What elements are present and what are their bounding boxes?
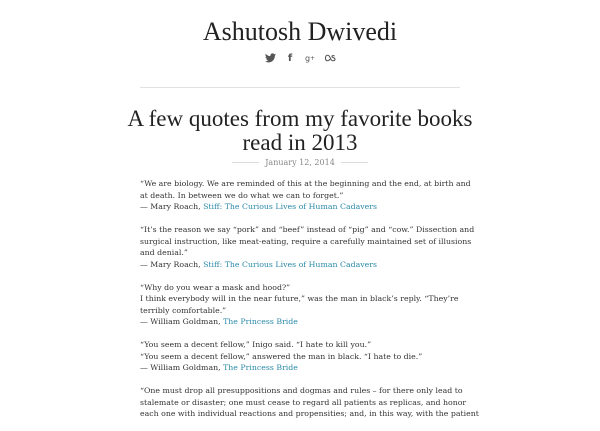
- book-link[interactable]: Stiff: The Curious Lives of Human Cadavers: [203, 259, 378, 269]
- quote-line: “One must drop all presuppositions and dogmas and rules – for there only lead to: [140, 386, 463, 395]
- quote-line: and denial.”: [140, 248, 188, 257]
- quote-block: [140, 282, 470, 328]
- quote-source: [140, 362, 470, 374]
- quote-author: — Mary Roach,: [140, 202, 204, 211]
- twitter-icon[interactable]: [264, 52, 276, 64]
- quote-line: surgical instruction, like meat-eating, require a carefully maintained set of illusions: [140, 236, 472, 246]
- quote-line: terribly comfortable.”: [140, 305, 227, 315]
- book-link[interactable]: Stiff: The Curious Lives of Human Cadavers: [203, 202, 378, 211]
- google-plus-icon[interactable]: g +: [304, 53, 316, 63]
- facebook-icon[interactable]: f: [287, 52, 293, 64]
- post-title-line1: A few quotes from my favorite books: [127, 106, 473, 131]
- quote-author: — Mary Roach,: [140, 259, 204, 269]
- post-date: January 12, 2014: [265, 157, 335, 167]
- quote-line: “You seem a decent fellow,” answered the man in black. “I hate to die.”: [140, 351, 423, 361]
- date-rule-right: [341, 162, 368, 163]
- date-rule-left: [232, 162, 259, 163]
- quote-author: — William Goldman,: [140, 317, 224, 326]
- quote-author: — William Goldman,: [140, 363, 224, 372]
- quote-line: I think everybody will in the near future,” was the man in black’s reply. “They’re: [140, 294, 459, 303]
- quote-line: “Why do you wear a mask and hood?”: [140, 282, 291, 292]
- post-content: [140, 178, 479, 431]
- site-title[interactable]: Ashutosh Dwivedi: [202, 17, 398, 46]
- quote-line: at death. In between we do what we can to forget.”: [140, 190, 344, 200]
- quote-block: [140, 178, 470, 213]
- social-links: [0, 52, 600, 64]
- book-link[interactable]: The Princess Bride: [223, 363, 298, 372]
- quote-line: “We are biology. We are reminded of this at the beginning and the end, at birth and: [140, 179, 471, 188]
- quote-source: [140, 201, 470, 213]
- post-title[interactable]: [100, 107, 500, 155]
- quote-block: [140, 224, 475, 270]
- quote-source: [140, 259, 470, 271]
- post-date-row: [232, 155, 368, 169]
- header-divider: [140, 87, 460, 88]
- lastfm-icon[interactable]: [324, 52, 336, 64]
- quote-line: each one with individual reactions and propensities; and, in this way, with the patient: [140, 409, 479, 418]
- quote-block: [140, 385, 479, 420]
- quote-line: “It’s the reason we say “pork” and “beef” instead of “pig” and “cow.” Dissection and: [140, 225, 475, 234]
- quote-line: “You seem a decent fellow,” Inigo said. “I hate to kill you.”: [140, 340, 372, 349]
- quote-source: [140, 316, 470, 328]
- quote-block: [140, 339, 470, 374]
- book-link[interactable]: The Princess Bride: [223, 317, 298, 326]
- quote-line: stalemate or disaster; one must cease to regard all patients as replicas, and honor: [140, 397, 467, 407]
- post-title-line2: read in 2013: [242, 130, 358, 155]
